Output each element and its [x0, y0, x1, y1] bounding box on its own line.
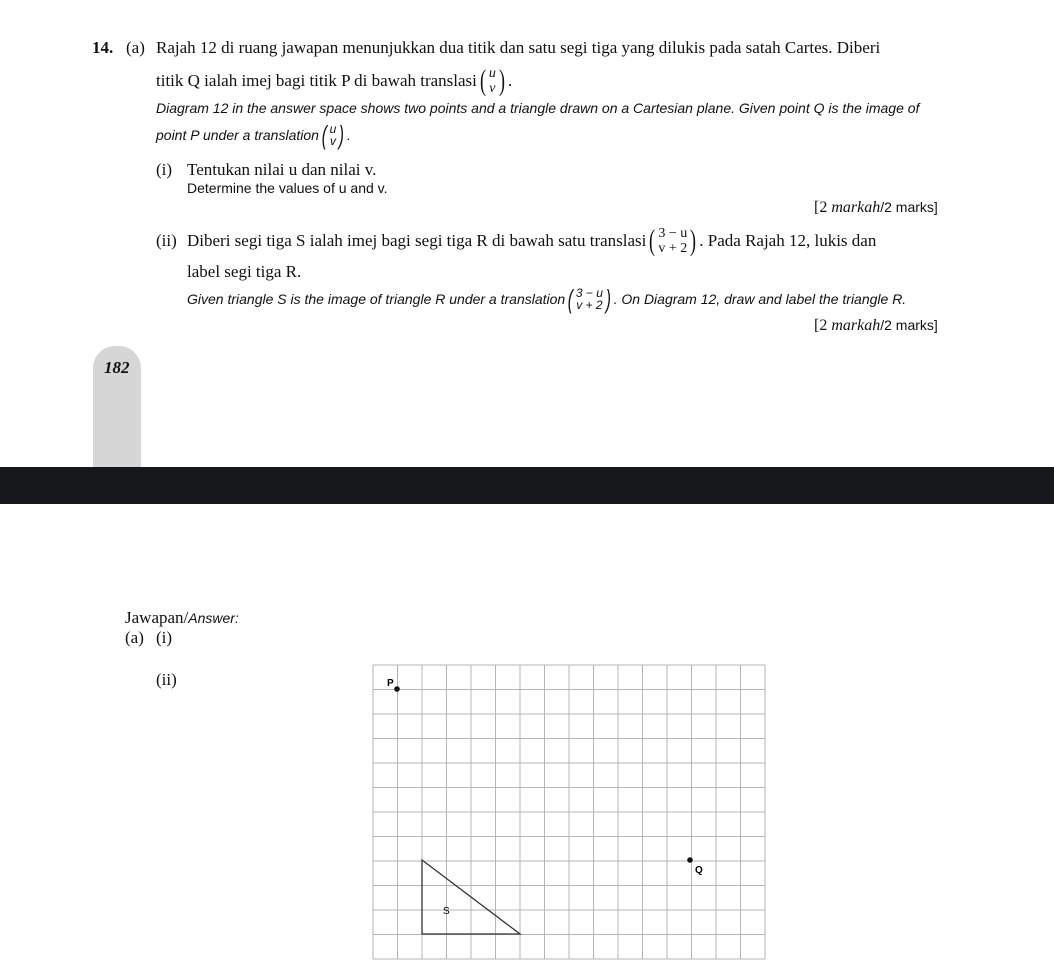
- marks-rest: /2 marks]: [880, 317, 938, 333]
- page-number: 182: [104, 358, 130, 377]
- question-number: 14.: [92, 38, 114, 57]
- question-malay-line2-text: titik Q ialah imej bagi titik P di bawah translasi: [156, 71, 477, 90]
- part-ii-english: [187, 282, 906, 316]
- vector-translation-english: ( 3 − u v + 2 ): [567, 284, 611, 314]
- vector-u: u: [488, 66, 496, 81]
- answer-heading-malay: Jawapan/: [125, 608, 189, 627]
- vector-u: u: [329, 122, 337, 136]
- point-q: [687, 857, 693, 863]
- part-ii-malay-line1-end: . Pada Rajah 12, lukis dan: [699, 231, 877, 250]
- vector-bottom: v + 2: [658, 241, 688, 256]
- part-ii-english-end: . On Diagram 12, draw and label the triangle R.: [613, 291, 907, 307]
- vector-bottom: v + 2: [576, 298, 603, 312]
- answer-heading-english: Answer:: [188, 610, 239, 626]
- point-p: [394, 686, 400, 692]
- part-i-label: (i): [156, 160, 173, 179]
- part-ii-label: (ii): [156, 231, 177, 250]
- question-english-line2: [156, 118, 351, 152]
- marks-open: [2: [814, 317, 832, 334]
- marks-open: [2: [814, 199, 832, 216]
- period: .: [507, 71, 513, 90]
- vector-top: 3 − u: [575, 286, 603, 300]
- vector-uv: ( u v ): [479, 64, 505, 97]
- answer-part-a-label: (a): [125, 628, 144, 647]
- vector-uv-english: ( u v ): [321, 120, 345, 150]
- grid-lines: [373, 665, 765, 959]
- part-a-label: (a): [126, 38, 145, 57]
- question-english-line2-text: point P under a translation: [156, 127, 319, 143]
- label-s: S: [443, 906, 450, 917]
- part-ii-marks: [814, 317, 938, 335]
- part-ii-malay-line2: label segi tiga R.: [187, 262, 302, 281]
- part-ii-english-start: Given triangle S is the image of triangle R under a translation: [187, 291, 566, 307]
- question-malay-line1: Rajah 12 di ruang jawapan menunjukkan dua titik dan satu segi tiga yang dilukis pada satah Cartes. Diberi: [156, 38, 881, 57]
- marks-markah: markah: [831, 317, 881, 334]
- cartesian-grid-diagram: [372, 664, 766, 962]
- marks-markah: markah: [831, 199, 881, 216]
- vector-v: v: [489, 81, 496, 96]
- label-p: P: [387, 678, 394, 689]
- page-divider-band: [0, 467, 1054, 504]
- part-i-malay: Tentukan nilai u dan nilai v.: [187, 160, 377, 179]
- vector-v: v: [329, 134, 336, 148]
- vector-top: 3 − u: [658, 226, 688, 241]
- vector-translation: ( 3 − u v + 2 ): [649, 224, 697, 257]
- part-ii-malay-line1: [187, 222, 876, 260]
- question-malay-line2: [156, 63, 512, 99]
- answer-heading: [125, 608, 239, 628]
- question-english-line1: Diagram 12 in the answer space shows two points and a triangle drawn on a Cartesian plane. Given point Q is the image of: [156, 100, 920, 116]
- label-q: Q: [695, 865, 703, 876]
- answer-part-ii-label: (ii): [156, 670, 177, 689]
- part-i-marks: [814, 199, 938, 217]
- marks-rest: /2 marks]: [880, 199, 938, 215]
- period: .: [346, 127, 351, 143]
- answer-part-i-label: (i): [156, 628, 173, 647]
- part-i-english: Determine the values of u and v.: [187, 180, 388, 196]
- part-ii-malay-line1-text: Diberi segi tiga S ialah imej bagi segi tiga R di bawah satu translasi: [187, 231, 647, 250]
